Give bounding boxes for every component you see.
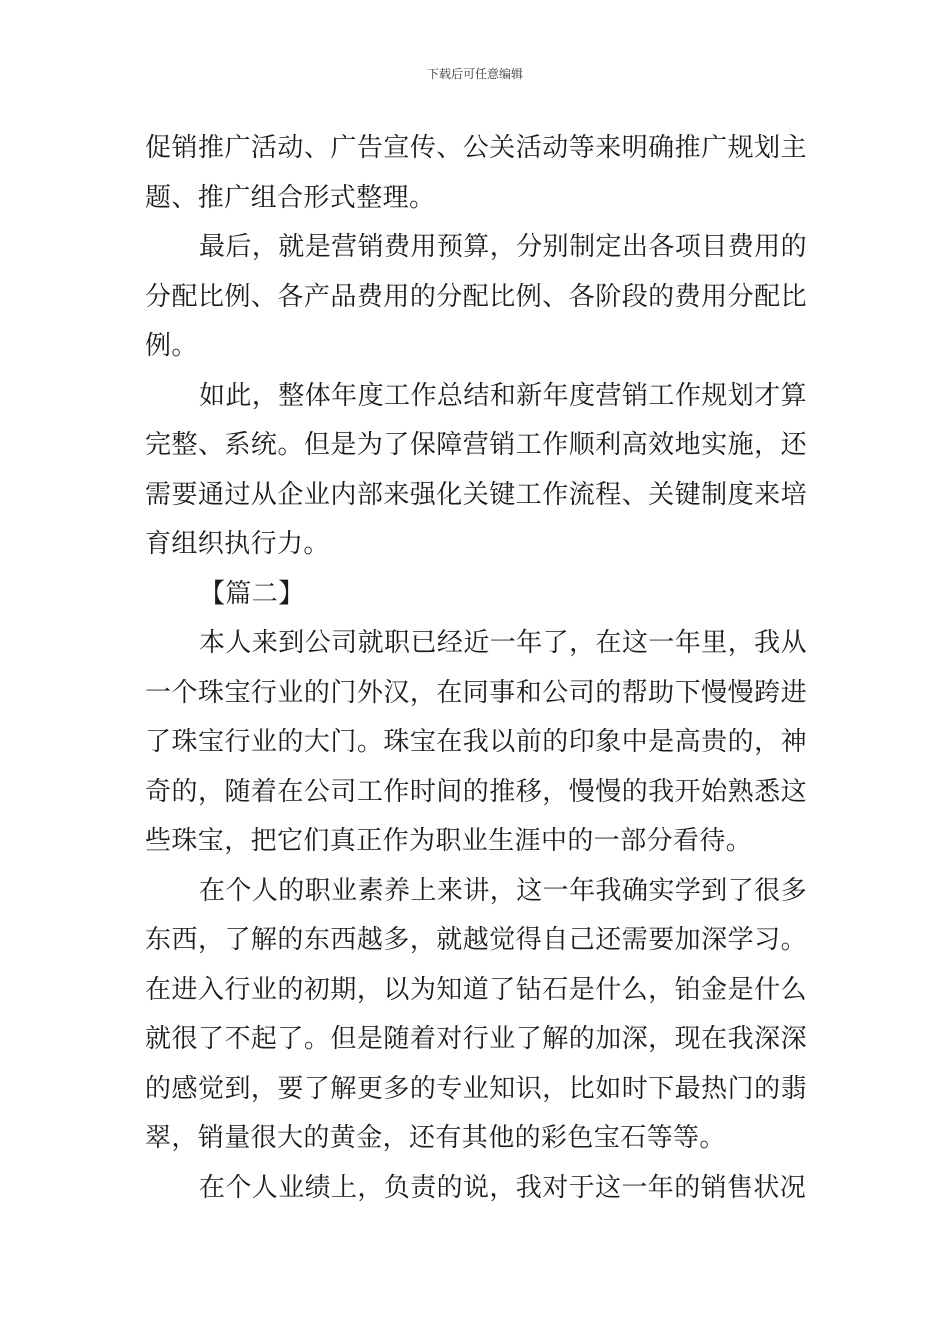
document-body [145,124,807,1213]
paragraph-promotion: 促销推广活动、广告宣传、公关活动等来明确推广规划主题、推广组合形式整理。 [145,133,807,213]
page-header: 下载后可任意编辑 [426,67,523,81]
paragraph-introduction: 本人来到公司就职已经近一年了，在这一年里，我从一个珠宝行业的门外汉，在同事和公司的帮助下慢慢跨进了珠宝行业的大门。珠宝在我以前的印象中是高贵的，神奇的，随着在公司工作时间的推移，慢慢的我开始熟悉这些珠宝，把它们真正作为职业生涯中的一部分看待。 [145,628,807,856]
paragraph-performance: 在个人业绩上，负责的说，我对于这一年的销售状况 [199,1172,807,1203]
paragraph-professional-growth: 在个人的职业素养上来讲，这一年我确实学到了很多东西，了解的东西越多，就越觉得自己还需要加深学习。在进入行业的初期，以为知道了钻石是什么，铂金是什么就很了不起了。但是随着对行业了解的加深，现在我深深的感觉到，要了解更多的专业知识，比如时下最热门的翡翠，销量很大的黄金，还有其他的彩色宝石等等。 [145,875,807,1153]
paragraph-budget: 最后，就是营销费用预算，分别制定出各项目费用的分配比例、各产品费用的分配比例、各阶段的费用分配比例。 [145,232,807,361]
paragraph-execution: 如此，整体年度工作总结和新年度营销工作规划才算完整、系统。但是为了保障营销工作顺利高效地实施，还需要通过从企业内部来强化关键工作流程、关键制度来培育组织执行力。 [145,380,807,559]
section-heading: 【篇二】 [199,578,305,609]
